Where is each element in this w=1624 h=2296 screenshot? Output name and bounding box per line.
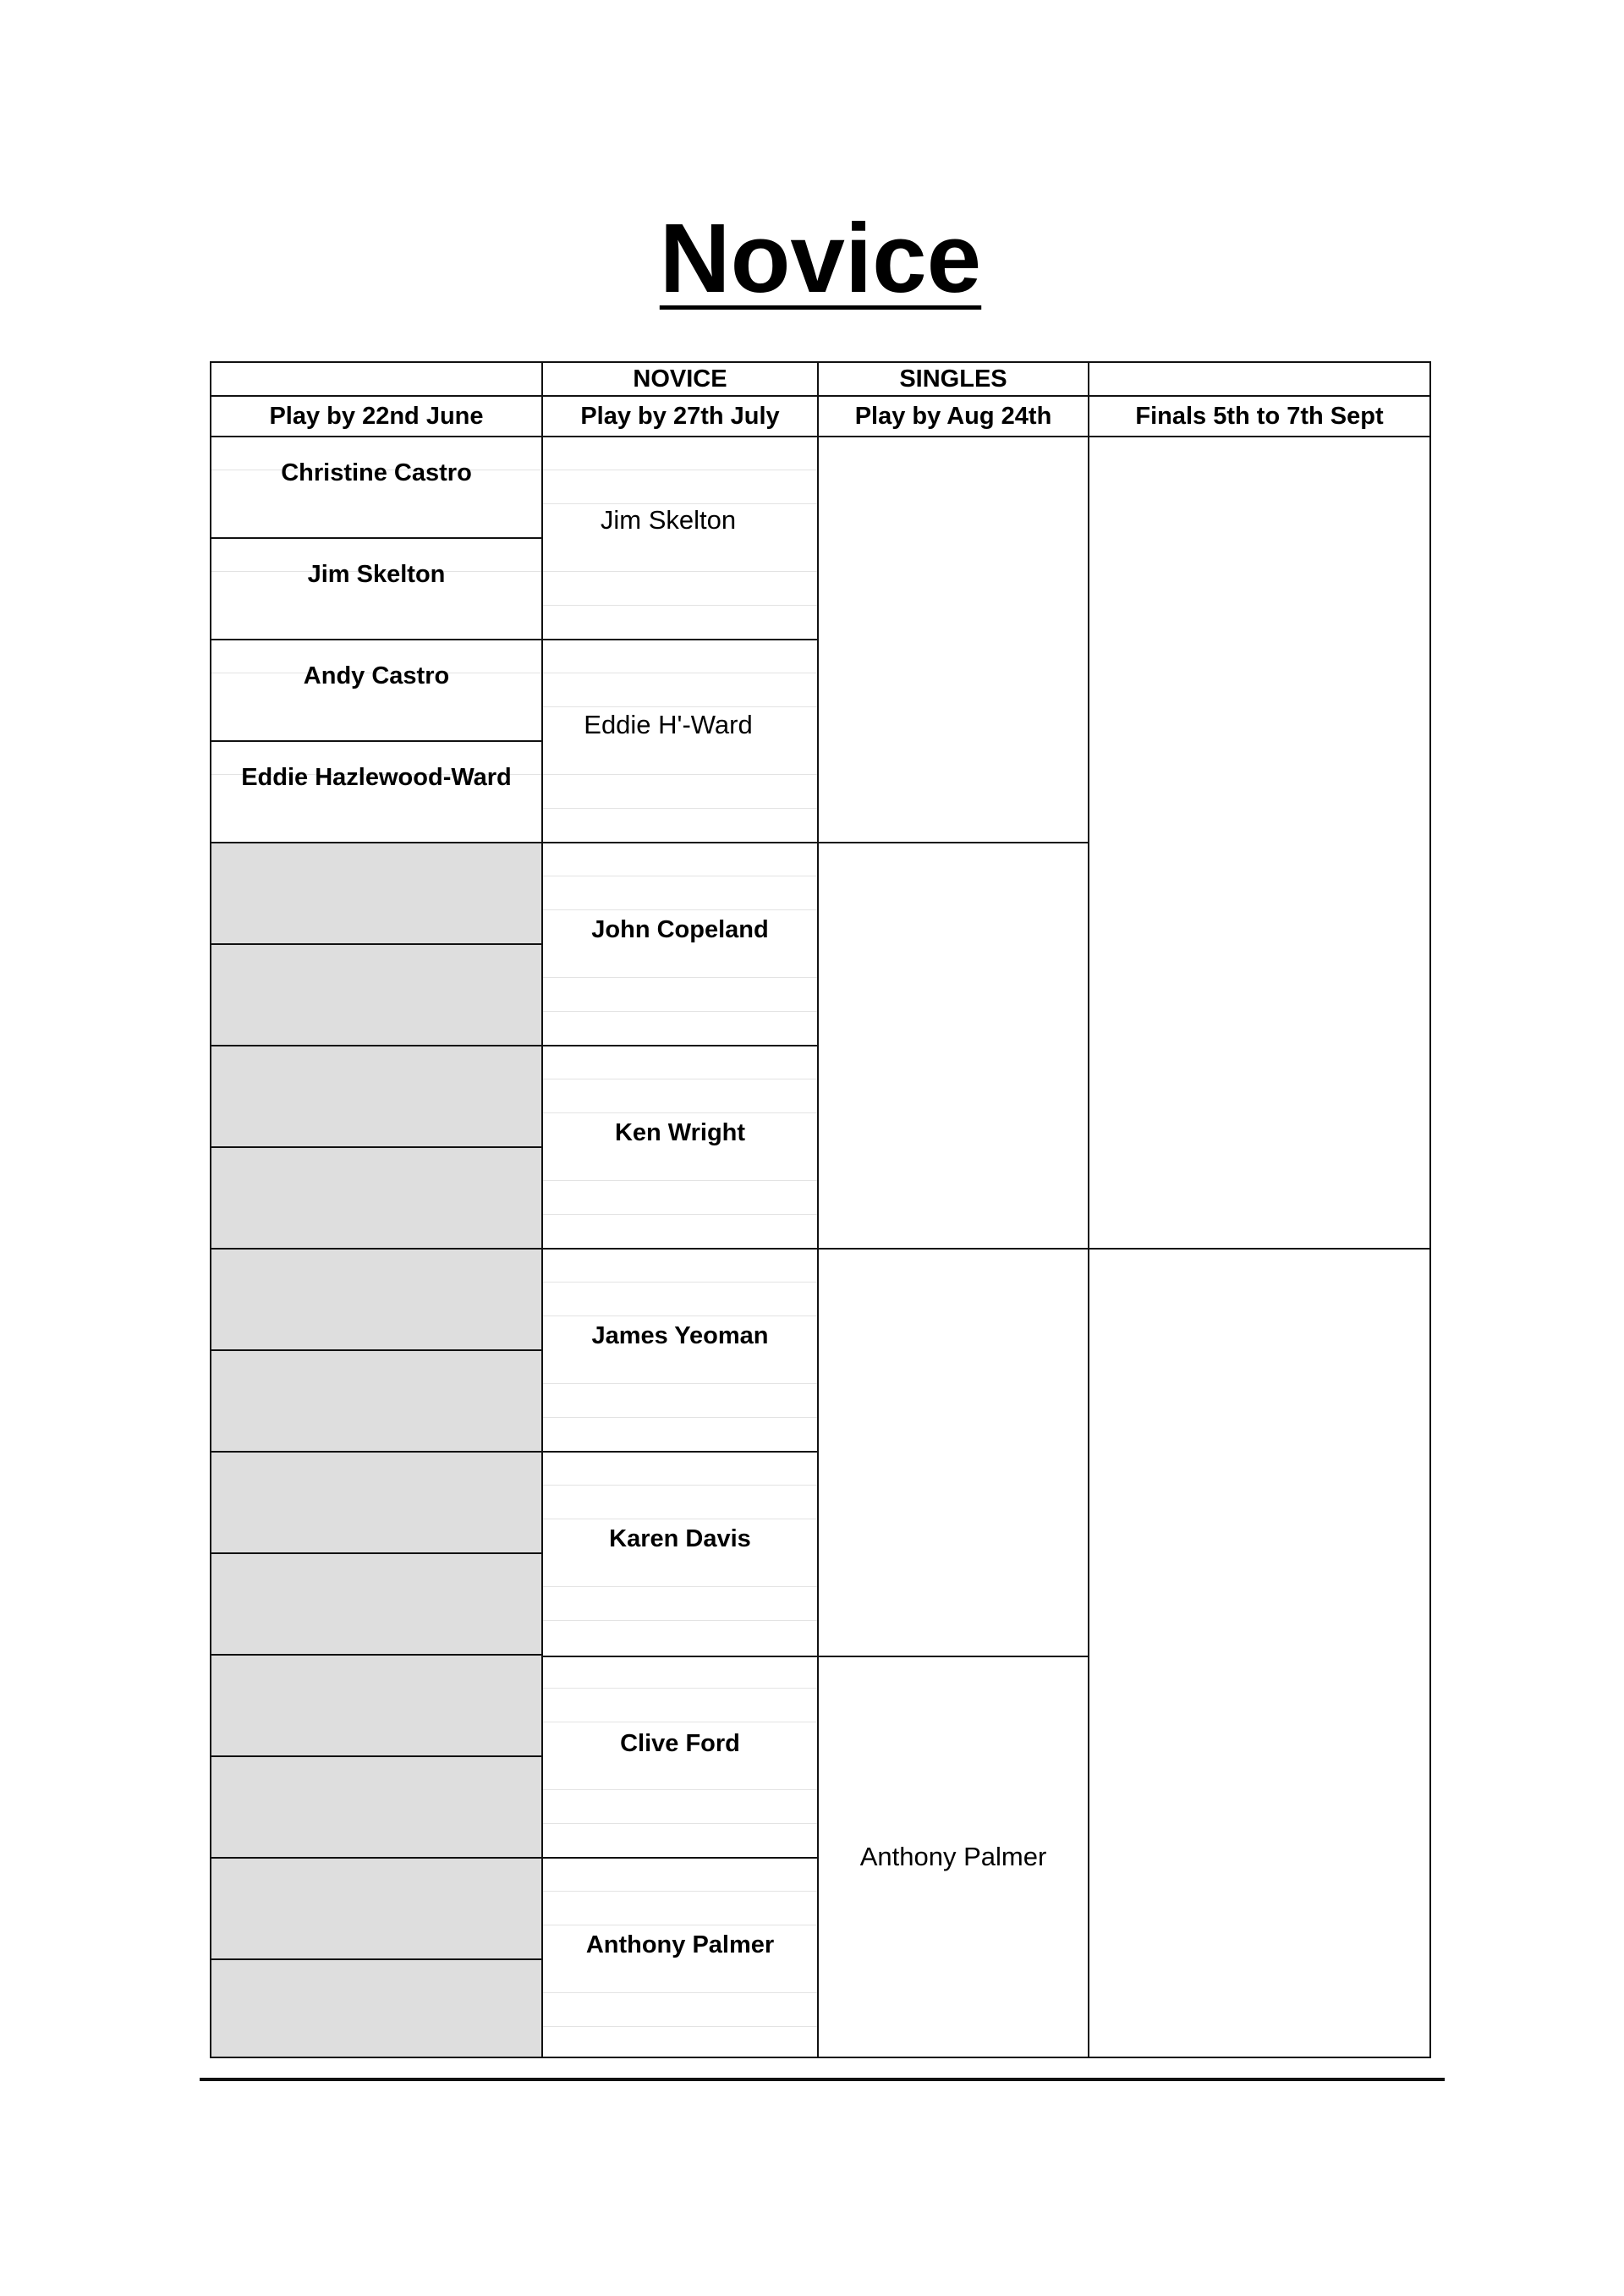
round-3-player bbox=[817, 1436, 1089, 1469]
round-2-player: Jim Skelton bbox=[600, 505, 737, 535]
round-2-player: James Yeoman bbox=[591, 1321, 769, 1349]
round-3-player bbox=[817, 1030, 1089, 1063]
round-2-header: Play by 27th July bbox=[580, 402, 780, 430]
round-3-player bbox=[817, 623, 1089, 657]
round-1-player bbox=[210, 1383, 543, 1417]
finals-player bbox=[1088, 1637, 1431, 1671]
round-1-player bbox=[210, 876, 543, 909]
round-3-header: Play by Aug 24th bbox=[854, 402, 1052, 430]
round-1-player bbox=[210, 1789, 543, 1823]
round-1-player bbox=[210, 1282, 543, 1316]
round-2-player: Eddie H'-Ward bbox=[584, 710, 753, 739]
header-group-label: SINGLES bbox=[899, 365, 1007, 393]
round-1-player bbox=[210, 1891, 543, 1925]
header-group-label bbox=[210, 361, 543, 397]
round-1-player: Eddie Hazlewood-Ward bbox=[241, 763, 512, 791]
round-1-player bbox=[210, 977, 543, 1011]
round-1-player bbox=[210, 1180, 543, 1214]
round-1-player bbox=[210, 1991, 543, 2024]
round-1-player bbox=[210, 1688, 543, 1722]
round-1-player: Christine Castro bbox=[281, 459, 472, 486]
round-1-player bbox=[210, 1586, 543, 1620]
finals-player bbox=[1088, 827, 1431, 860]
round-2-slot bbox=[541, 436, 819, 640]
round-1-player: Andy Castro bbox=[303, 662, 450, 689]
draw-bracket bbox=[210, 361, 1431, 2058]
round-1-player bbox=[210, 1079, 543, 1112]
finals-header: Finals 5th to 7th Sept bbox=[1135, 402, 1384, 430]
round-2-player: Anthony Palmer bbox=[585, 1931, 775, 1958]
page-footer-rule bbox=[200, 2078, 1445, 2081]
round-2-player: John Copeland bbox=[591, 915, 769, 943]
header-group-label: NOVICE bbox=[633, 365, 727, 393]
page-title: Novice bbox=[659, 203, 982, 313]
header-group-label bbox=[1088, 361, 1431, 397]
round-1-player bbox=[210, 1485, 543, 1519]
round-1-player: Jim Skelton bbox=[307, 560, 446, 588]
round-2-player: Karen Davis bbox=[609, 1524, 751, 1552]
round-2-player: Clive Ford bbox=[620, 1729, 740, 1757]
round-1-header: Play by 22nd June bbox=[269, 402, 484, 430]
round-3-player: Anthony Palmer bbox=[859, 1842, 1047, 1871]
round-2-player: Ken Wright bbox=[614, 1118, 746, 1146]
